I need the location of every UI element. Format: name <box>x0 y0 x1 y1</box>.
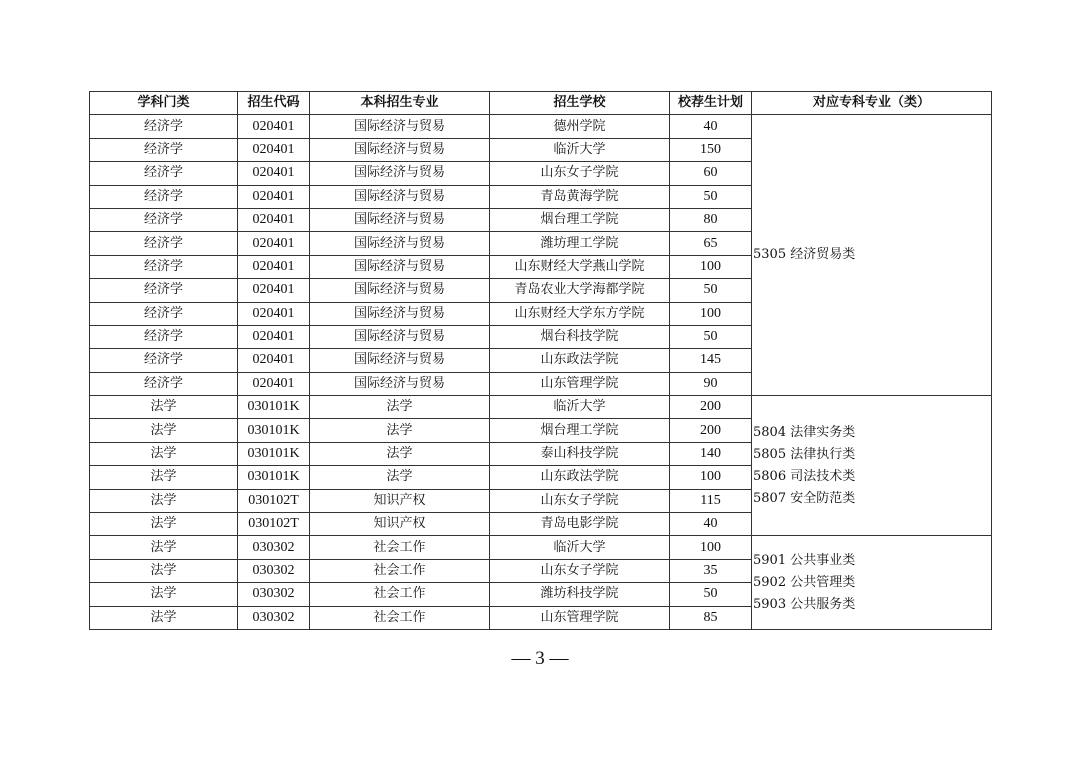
cell-major: 社会工作 <box>310 583 490 606</box>
cell-major: 社会工作 <box>310 559 490 582</box>
cell-major: 法学 <box>310 442 490 465</box>
cell-plan: 40 <box>670 115 752 138</box>
cell-code: 020401 <box>238 138 310 161</box>
cell-code: 030101K <box>238 442 310 465</box>
cell-school: 潍坊科技学院 <box>490 583 670 606</box>
cell-category: 经济学 <box>90 138 238 161</box>
cell-category: 经济学 <box>90 208 238 231</box>
cell-category: 经济学 <box>90 115 238 138</box>
cell-school: 烟台理工学院 <box>490 208 670 231</box>
header-category: 学科门类 <box>90 92 238 115</box>
cell-school: 山东女子学院 <box>490 489 670 512</box>
cell-code: 020401 <box>238 208 310 231</box>
cell-plan: 60 <box>670 162 752 185</box>
cell-major: 国际经济与贸易 <box>310 185 490 208</box>
cell-major: 法学 <box>310 466 490 489</box>
cell-major: 知识产权 <box>310 489 490 512</box>
page-number: — 3 — <box>511 648 569 669</box>
cell-school: 山东政法学院 <box>490 349 670 372</box>
cell-plan: 145 <box>670 349 752 372</box>
cell-code: 030302 <box>238 536 310 559</box>
table-row <box>90 396 992 419</box>
cell-school: 烟台科技学院 <box>490 325 670 348</box>
cell-school: 山东财经大学燕山学院 <box>490 255 670 278</box>
header-code: 招生代码 <box>238 92 310 115</box>
cell-category: 法学 <box>90 559 238 582</box>
cell-major: 国际经济与贸易 <box>310 349 490 372</box>
cell-school: 临沂大学 <box>490 536 670 559</box>
cell-code: 020401 <box>238 349 310 372</box>
cell-category: 经济学 <box>90 302 238 325</box>
cell-school: 青岛电影学院 <box>490 513 670 536</box>
cell-major: 国际经济与贸易 <box>310 279 490 302</box>
vocational-major-line: 5903 公共服务类 <box>753 596 856 612</box>
cell-school: 山东女子学院 <box>490 559 670 582</box>
cell-vocational-major <box>752 115 992 396</box>
cell-school: 山东政法学院 <box>490 466 670 489</box>
cell-school: 山东管理学院 <box>490 606 670 629</box>
cell-school: 德州学院 <box>490 115 670 138</box>
cell-school: 烟台理工学院 <box>490 419 670 442</box>
vocational-major-line: 5807 安全防范类 <box>753 490 856 506</box>
table-row <box>90 536 992 559</box>
cell-major: 国际经济与贸易 <box>310 302 490 325</box>
vocational-major-line: 5804 法律实务类 <box>753 424 856 440</box>
cell-code: 030101K <box>238 466 310 489</box>
cell-plan: 200 <box>670 396 752 419</box>
cell-code: 020401 <box>238 232 310 255</box>
cell-plan: 200 <box>670 419 752 442</box>
cell-category: 法学 <box>90 489 238 512</box>
cell-plan: 50 <box>670 583 752 606</box>
cell-code: 020401 <box>238 302 310 325</box>
cell-major: 社会工作 <box>310 536 490 559</box>
cell-code: 020401 <box>238 255 310 278</box>
cell-school: 青岛农业大学海都学院 <box>490 279 670 302</box>
cell-school: 潍坊理工学院 <box>490 232 670 255</box>
cell-major: 国际经济与贸易 <box>310 232 490 255</box>
cell-major: 法学 <box>310 419 490 442</box>
cell-plan: 100 <box>670 466 752 489</box>
cell-plan: 85 <box>670 606 752 629</box>
cell-code: 020401 <box>238 325 310 348</box>
cell-school: 临沂大学 <box>490 396 670 419</box>
vocational-major-line: 5806 司法技术类 <box>753 468 856 484</box>
cell-plan: 50 <box>670 279 752 302</box>
cell-category: 法学 <box>90 442 238 465</box>
cell-code: 030102T <box>238 489 310 512</box>
cell-code: 020401 <box>238 372 310 395</box>
cell-category: 经济学 <box>90 349 238 372</box>
cell-major: 国际经济与贸易 <box>310 208 490 231</box>
cell-school: 山东财经大学东方学院 <box>490 302 670 325</box>
cell-major: 国际经济与贸易 <box>310 162 490 185</box>
cell-vocational-major <box>752 396 992 536</box>
cell-school: 临沂大学 <box>490 138 670 161</box>
cell-category: 法学 <box>90 583 238 606</box>
cell-school: 泰山科技学院 <box>490 442 670 465</box>
admissions-table <box>89 91 992 630</box>
cell-category: 法学 <box>90 513 238 536</box>
cell-plan: 40 <box>670 513 752 536</box>
cell-plan: 150 <box>670 138 752 161</box>
cell-code: 020401 <box>238 279 310 302</box>
cell-category: 经济学 <box>90 372 238 395</box>
cell-category: 法学 <box>90 536 238 559</box>
cell-plan: 90 <box>670 372 752 395</box>
cell-plan: 35 <box>670 559 752 582</box>
cell-category: 经济学 <box>90 279 238 302</box>
cell-major: 社会工作 <box>310 606 490 629</box>
cell-major: 国际经济与贸易 <box>310 255 490 278</box>
table-body <box>90 115 992 630</box>
cell-school: 青岛黄海学院 <box>490 185 670 208</box>
header-school: 招生学校 <box>490 92 670 115</box>
cell-category: 经济学 <box>90 162 238 185</box>
cell-plan: 65 <box>670 232 752 255</box>
cell-category: 经济学 <box>90 185 238 208</box>
cell-plan: 140 <box>670 442 752 465</box>
cell-major: 国际经济与贸易 <box>310 325 490 348</box>
vocational-major-line: 5305 经济贸易类 <box>753 247 856 263</box>
header-vocational-major: 对应专科专业（类） <box>752 92 992 115</box>
cell-code: 030101K <box>238 419 310 442</box>
cell-school: 山东女子学院 <box>490 162 670 185</box>
vocational-major-line: 5901 公共事业类 <box>753 552 856 568</box>
cell-category: 经济学 <box>90 232 238 255</box>
cell-major: 知识产权 <box>310 513 490 536</box>
cell-plan: 100 <box>670 255 752 278</box>
cell-plan: 100 <box>670 302 752 325</box>
vocational-major-line: 5805 法律执行类 <box>753 446 856 462</box>
cell-plan: 80 <box>670 208 752 231</box>
cell-major: 国际经济与贸易 <box>310 372 490 395</box>
cell-code: 030101K <box>238 396 310 419</box>
cell-plan: 50 <box>670 325 752 348</box>
header-major: 本科招生专业 <box>310 92 490 115</box>
cell-vocational-major <box>752 536 992 630</box>
header-plan: 校荐生计划 <box>670 92 752 115</box>
cell-plan: 100 <box>670 536 752 559</box>
cell-code: 020401 <box>238 162 310 185</box>
cell-major: 国际经济与贸易 <box>310 115 490 138</box>
cell-major: 法学 <box>310 396 490 419</box>
cell-category: 经济学 <box>90 325 238 348</box>
cell-code: 030302 <box>238 583 310 606</box>
table-row <box>90 115 992 138</box>
cell-code: 030302 <box>238 606 310 629</box>
cell-code: 020401 <box>238 115 310 138</box>
cell-category: 经济学 <box>90 255 238 278</box>
cell-category: 法学 <box>90 606 238 629</box>
cell-school: 山东管理学院 <box>490 372 670 395</box>
cell-code: 030102T <box>238 513 310 536</box>
cell-category: 法学 <box>90 396 238 419</box>
cell-category: 法学 <box>90 419 238 442</box>
cell-major: 国际经济与贸易 <box>310 138 490 161</box>
vocational-major-line: 5902 公共管理类 <box>753 574 856 590</box>
cell-code: 030302 <box>238 559 310 582</box>
cell-plan: 115 <box>670 489 752 512</box>
cell-plan: 50 <box>670 185 752 208</box>
table-header-row <box>90 92 992 115</box>
cell-category: 法学 <box>90 466 238 489</box>
cell-code: 020401 <box>238 185 310 208</box>
